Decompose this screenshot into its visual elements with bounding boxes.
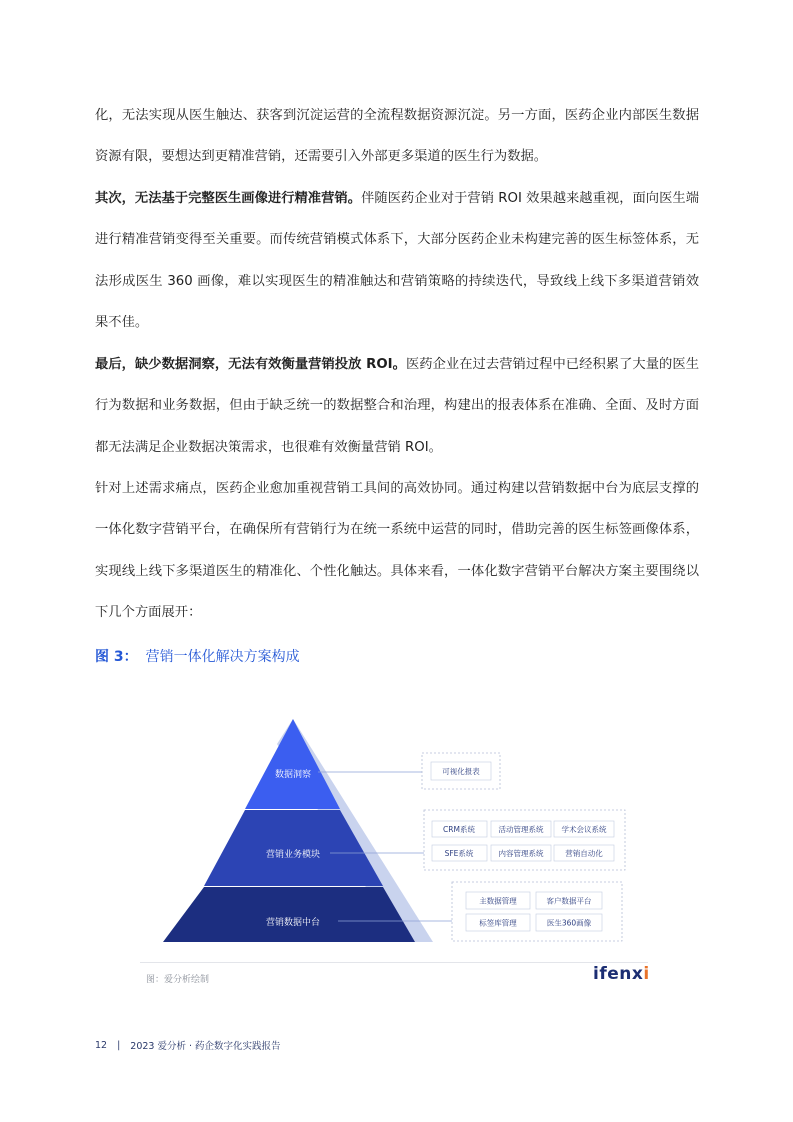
item-content: 内容管理系统	[498, 849, 544, 858]
paragraph-solution: 针对上述需求痛点，医药企业愈加重视营销工具间的高效协同。通过构建以营销数据中台为底层支撑的一体化数字营销平台，在确保所有营销行为在统一系统中运营的同时，借助完善的医生标签画像体系，实现线上线下多渠道医生的精准化、个性化触达。具体来看，一体化数字营销平台解决方案主要围绕以下几个方面展开：	[95, 481, 699, 621]
paragraph-data-resources: 化，无法实现从医生触达、获客到沉淀运营的全流程数据资源沉淀。另一方面，医药企业内部医生数据资源有限，要想达到更精准营销，还需要引入外部更多渠道的医生行为数据。	[95, 108, 699, 165]
figure-number: 图 3：	[95, 649, 138, 665]
item-sfe: SFE系统	[444, 849, 474, 858]
figure-caption	[95, 643, 300, 671]
paragraph-text: 伴随医药企业对于营销 ROI 效果越来越重视，面向医生端进行精准营销变得至关重要。而传统营销模式体系下，大部分医药企业未构建完善的医生标签体系，无法形成医生 360 画像，难以实现医生的精准触达和营销策略的持续迭代，导致线上线下多渠道营销效果不佳。	[95, 191, 699, 331]
item-master-data: 主数据管理	[479, 896, 517, 906]
logo-accent: i	[643, 964, 650, 984]
layer-label-insight: 数据洞察	[274, 770, 312, 780]
page-footer	[95, 1038, 281, 1052]
layer-label-business: 营销业务模块	[265, 850, 321, 860]
item-automation: 营销自动化	[565, 849, 603, 858]
figure-source: 图：爱分析绘制	[146, 975, 210, 985]
group-frame-platform	[452, 882, 622, 941]
item-meeting: 学术会议系统	[561, 825, 607, 834]
item-tag-library: 标签库管理	[479, 918, 517, 928]
logo-text: ifenx	[593, 964, 644, 984]
page-number: 12	[95, 1039, 108, 1051]
figure-divider	[140, 962, 648, 963]
paragraph-doctor-profile	[95, 178, 699, 344]
figure-title: 营销一体化解决方案构成	[145, 649, 300, 665]
paragraph-text: 医药企业在过去营销过程中已经积累了大量的医生行为数据和业务数据，但由于缺乏统一的数据整合和治理，构建出的报表体系在准确、全面、及时方面都无法满足企业数据决策需求，也很难有效衡量营销 ROI。	[95, 357, 699, 455]
item-cdp: 客户数据平台	[546, 896, 592, 906]
pyramid-layer-top	[245, 719, 340, 809]
paragraph-lead-bold: 其次，无法基于完整医生画像进行精准营销。	[95, 191, 362, 206]
item-visual-report: 可视化报表	[442, 767, 480, 776]
paragraph-lead-bold: 最后，缺少数据洞察，无法有效衡量营销投放 ROI。	[95, 357, 406, 372]
layer-label-platform: 营销数据中台	[265, 918, 321, 928]
report-title: 2023 爱分析 · 药企数字化实践报告	[130, 1041, 281, 1052]
footer-separator: |	[117, 1039, 121, 1051]
item-campaign: 活动管理系统	[498, 825, 544, 834]
item-doctor-360: 医生360画像	[546, 918, 592, 928]
item-crm: CRM系统	[443, 825, 475, 834]
paragraph-data-insight	[95, 344, 699, 468]
ifenxi-logo	[593, 964, 650, 984]
pyramid-layer-bottom	[163, 887, 415, 942]
pyramid-diagram	[0, 700, 793, 955]
